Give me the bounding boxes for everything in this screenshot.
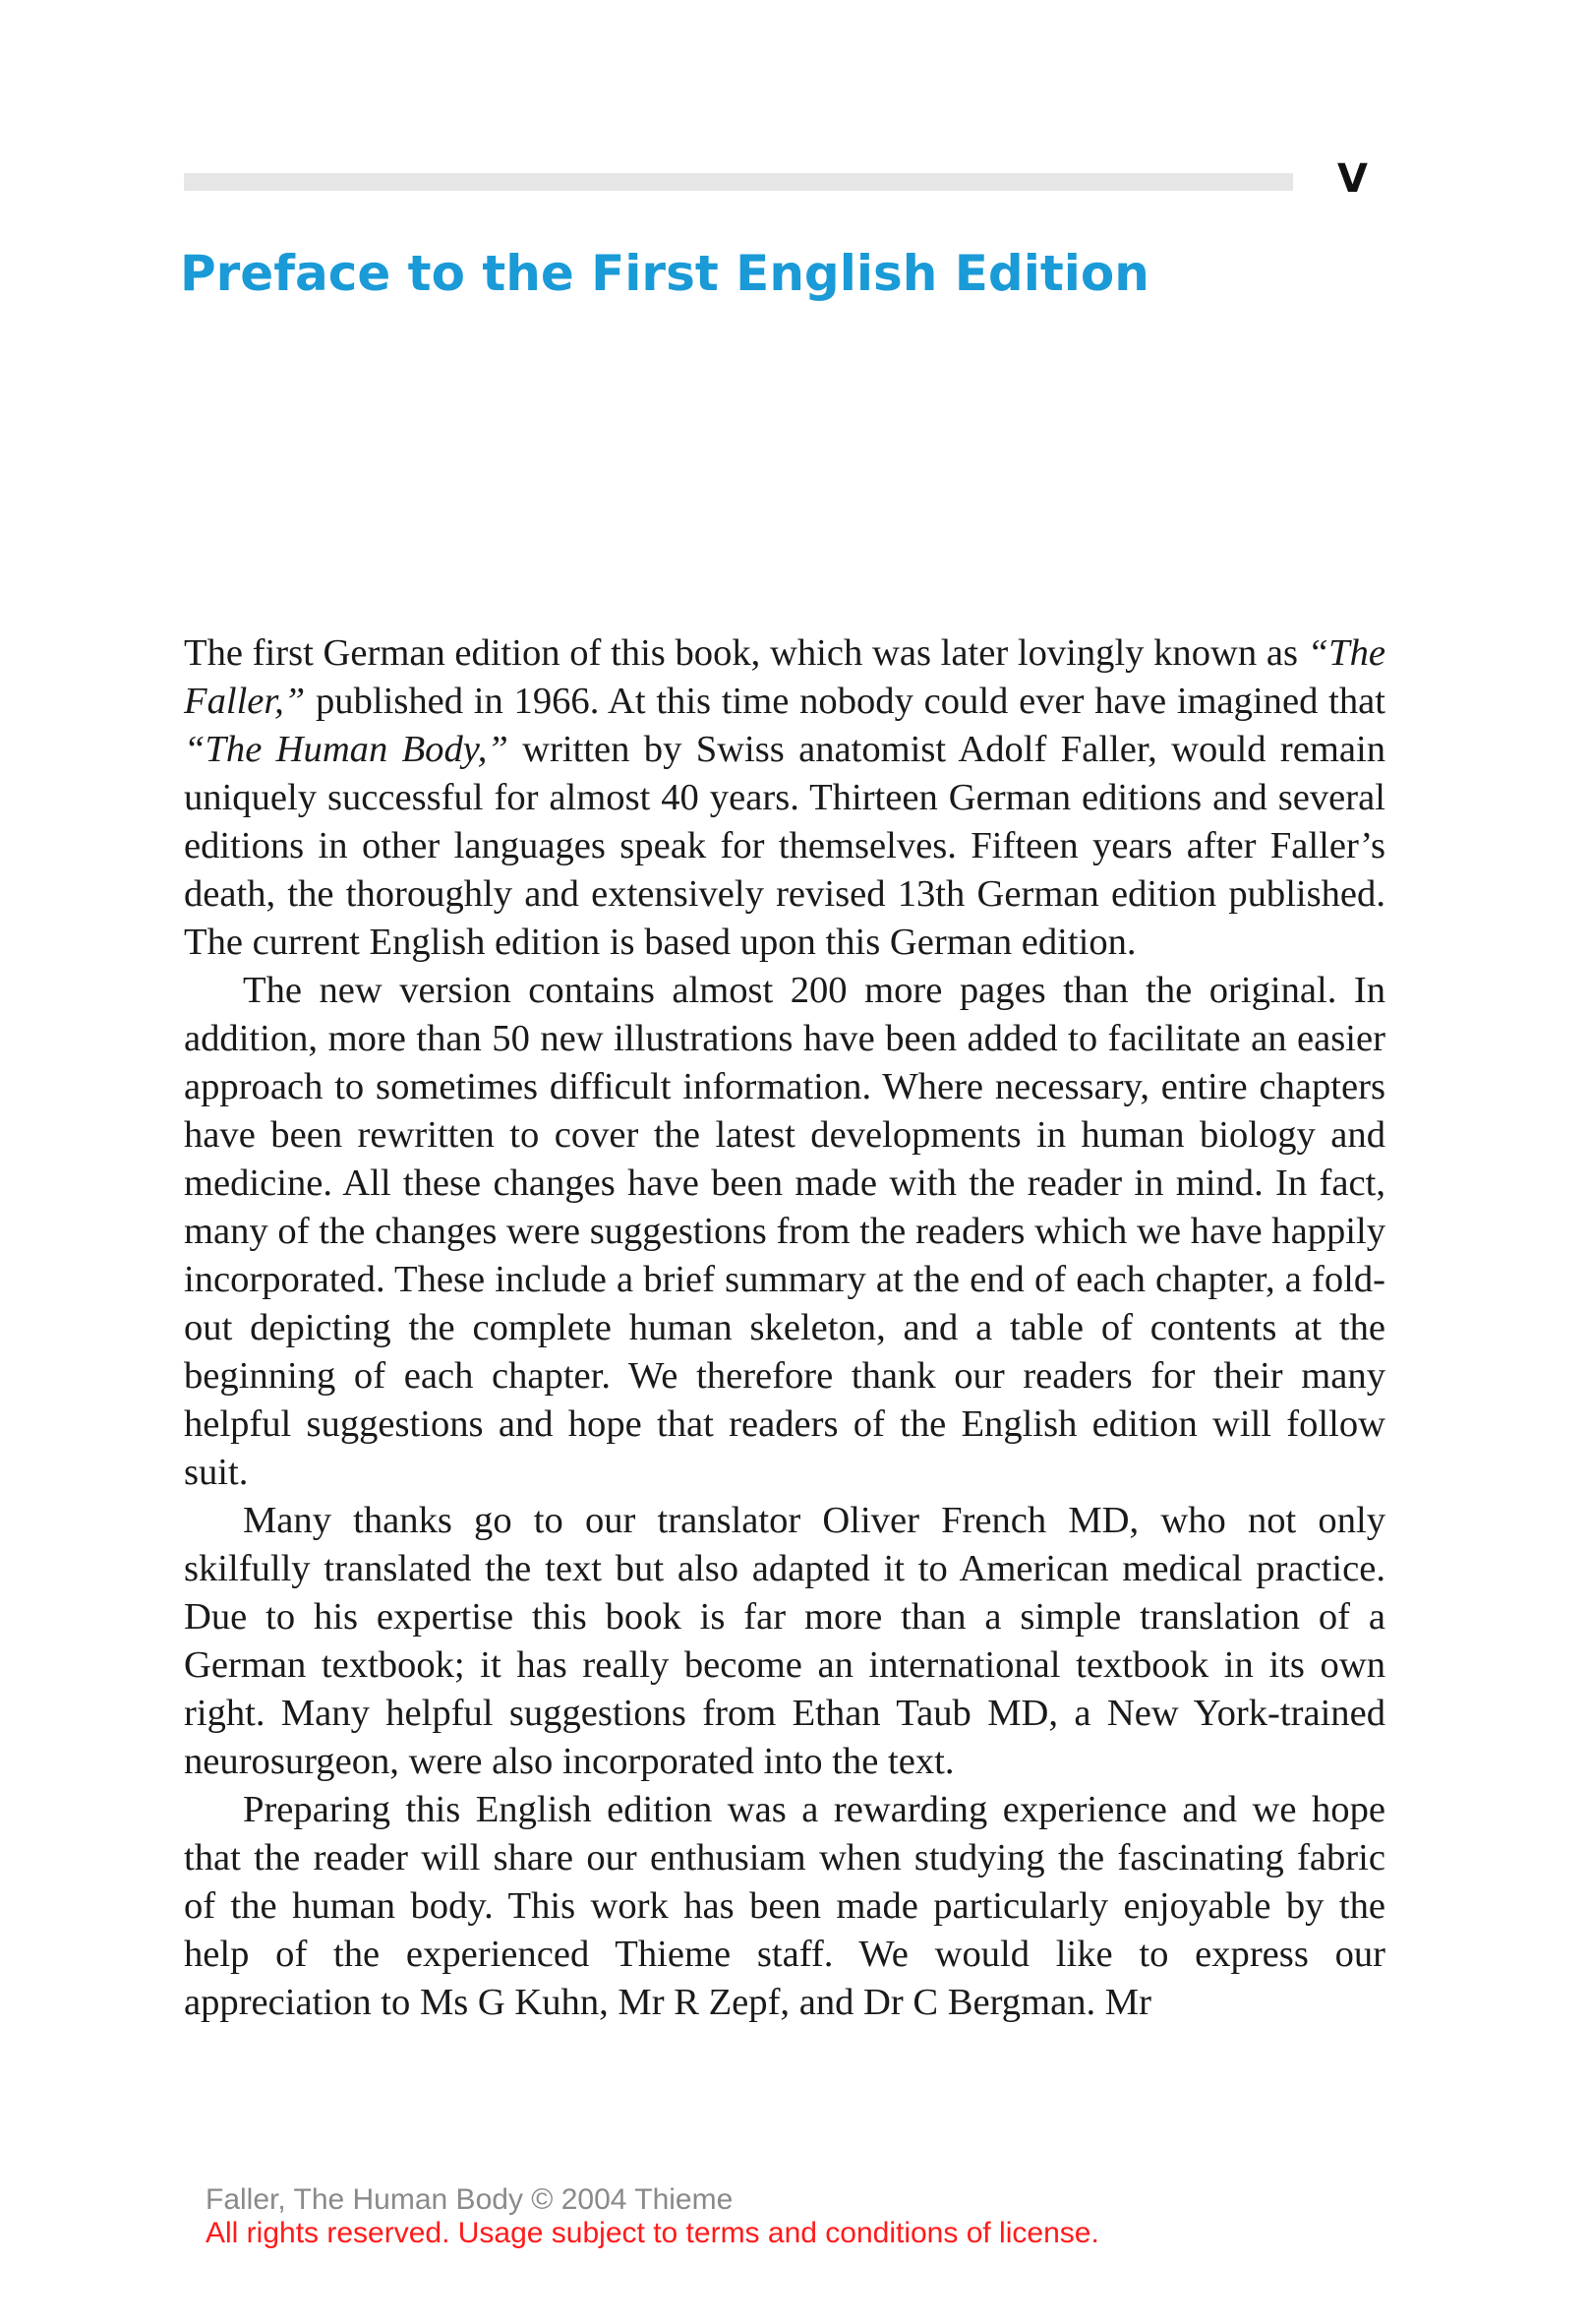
italic-title-the-faller: “The Faller,” [184,632,1385,722]
paragraph-4: Preparing this English edition was a rewarding experience and we hope that the reader will share our enthusiam when studying the fascinating fabric of the human body. This work has been made particularly enjoyable by the help of the experienced Thieme staff. We would like to express our appreciation to Ms G Kuhn, Mr R Zepf, and Dr C Bergman. Mr [184,1789,1385,2023]
paragraph-3: Many thanks go to our translator Oliver French MD, who not only skilfully translated the text but also adapted it to American medical practice. Due to his expertise this book is far more than a simple translation of a German textbook; it has really become an international textbook in its own right. Many helpful suggestions from Ethan Taub MD, a New York-trained neurosurgeon, were also incorporated into the text. [184,1500,1385,1782]
paragraph-1 [184,629,1385,967]
running-header-bar [184,173,1293,191]
footer-copyright: Faller, The Human Body © 2004 Thieme [206,2183,734,2216]
paragraph-1-text-c: written by Swiss anatomist Adolf Faller, would remain uniquely successful for almost 40 years. Thirteen German editions and several editions in other languages speak for themselves. Fifteen years after Faller’s death, the thoroughly and extensively revised 13th German edition published. The current English edition is based upon this German edition. [184,729,1386,963]
page-title: Preface to the First English Edition [180,245,1149,302]
paragraph-2: The new version contains almost 200 more pages than the original. In addition, more than 50 new illustrations have been added to facilitate an easier approach to sometimes difficult information. Where necessary, entire chapters have been rewritten to cover the latest developments in human biology and medicine. All these changes have been made with the reader in mind. In fact, many of the changes were suggestions from the readers which we have happily incorporated. These include a brief summary at the end of each chapter, a fold-out depicting the complete human skeleton, and a table of contents at the beginning of each chapter. We therefore thank our readers for their many helpful suggestions and hope that readers of the English edition will follow suit. [184,970,1385,1493]
footer-license-notice: All rights reserved. Usage subject to terms and conditions of license. [206,2217,1099,2249]
italic-title-the-human-body: “The Human Body,” [184,729,508,770]
paragraph-1-text-a: The first German edition of this book, which was later lovingly known as [184,632,1308,674]
paragraph-1-text-b: published in 1966. At this time nobody could ever have imagined that [305,681,1385,722]
page-number: V [1337,156,1368,202]
preface-body [184,629,1385,2027]
